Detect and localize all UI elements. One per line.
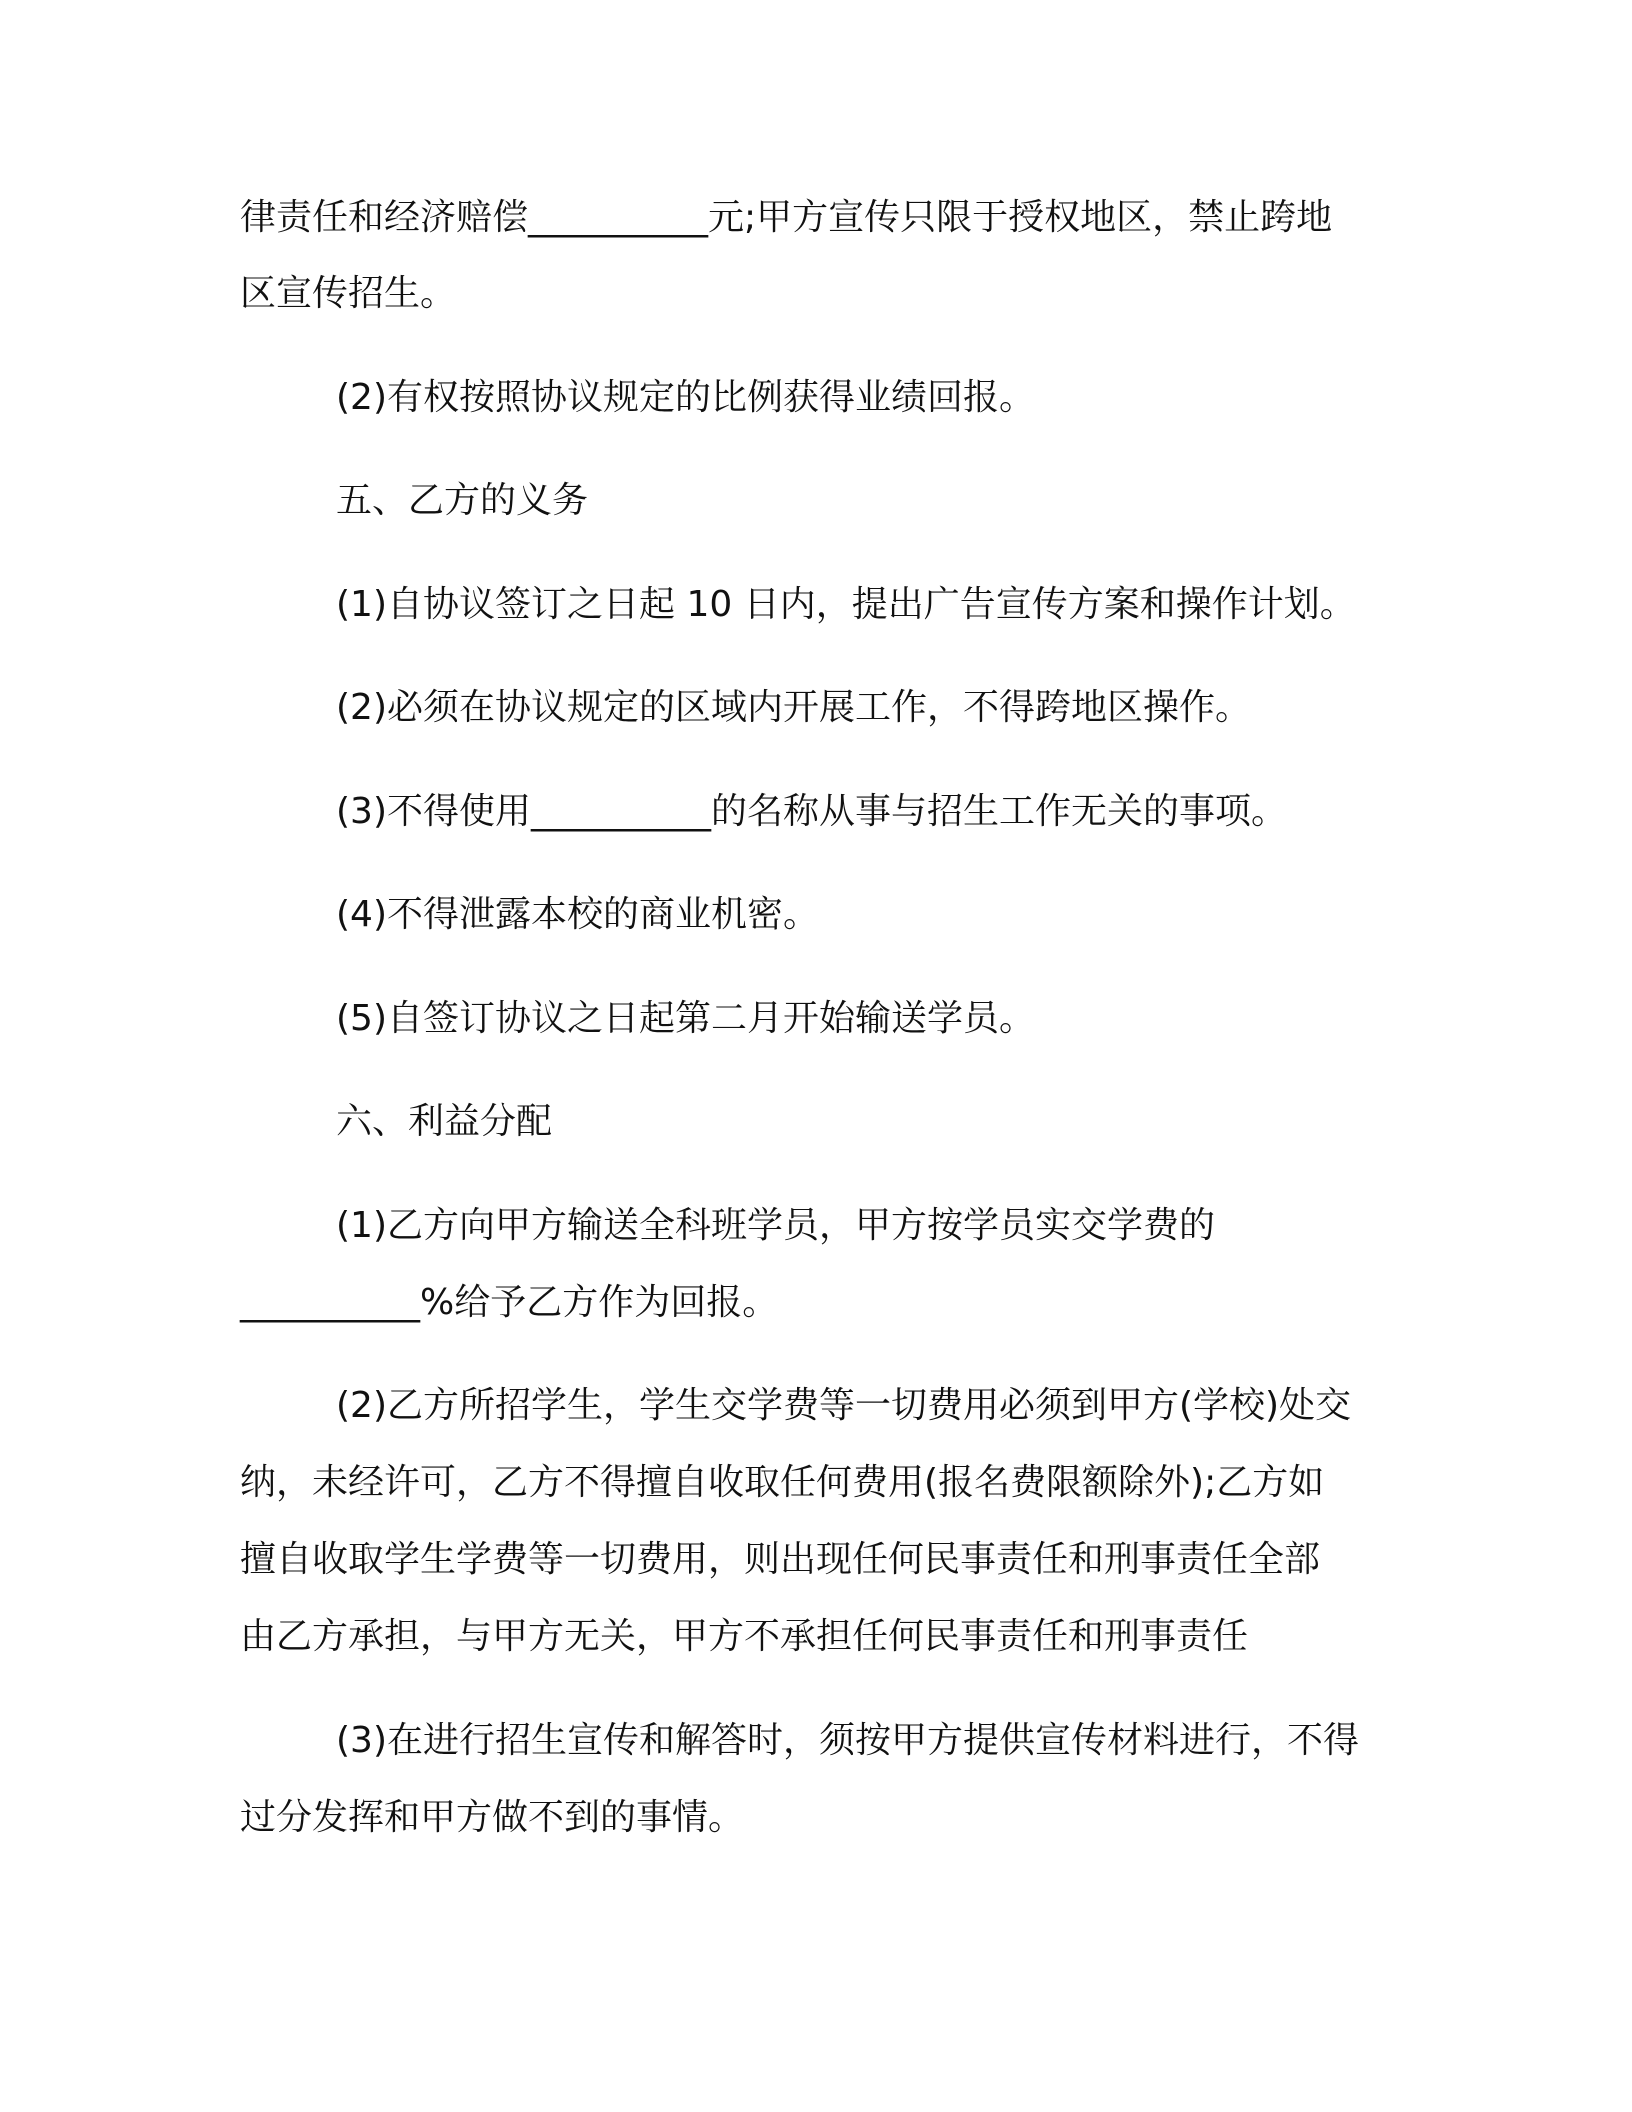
section-heading: 六、利益分配 — [336, 1101, 553, 1142]
text-line: 纳，未经许可，乙方不得擅自收取任何费用(报名费限额除外);乙方如 — [240, 1462, 1325, 1503]
text-line: (3)不得使用__________的名称从事与招生工作无关的事项。 — [336, 791, 1287, 832]
text-line: (4)不得泄露本校的商业机密。 — [336, 894, 819, 935]
text-line: 由乙方承担，与甲方无关，甲方不承担任何民事责任和刑事责任 — [240, 1616, 1249, 1657]
text-line: 过分发挥和甲方做不到的事情。 — [240, 1797, 745, 1838]
text-line: 区宣传招生。 — [240, 273, 457, 314]
text-line: (2)有权按照协议规定的比例获得业绩回报。 — [336, 377, 1035, 418]
text-line: (1)自协议签订之日起 10 日内，提出广告宣传方案和操作计划。 — [336, 584, 1356, 625]
section-heading: 五、乙方的义务 — [336, 480, 589, 521]
text-line: (2)乙方所招学生，学生交学费等一切费用必须到甲方(学校)处交 — [336, 1385, 1352, 1426]
text-line: (5)自签订协议之日起第二月开始输送学员。 — [336, 998, 1035, 1039]
text-line: __________%给予乙方作为回报。 — [240, 1282, 779, 1323]
text-line: (2)必须在协议规定的区域内开展工作，不得跨地区操作。 — [336, 687, 1251, 728]
text-line: (3)在进行招生宣传和解答时，须按甲方提供宣传材料进行，不得 — [336, 1720, 1359, 1761]
text-line: 擅自收取学生学费等一切费用，则出现任何民事责任和刑事责任全部 — [240, 1539, 1321, 1580]
text-line: 律责任和经济赔偿__________元;甲方宣传只限于授权地区，禁止跨地 — [240, 197, 1333, 238]
text-line: (1)乙方向甲方输送全科班学员，甲方按学员实交学费的 — [336, 1205, 1215, 1246]
